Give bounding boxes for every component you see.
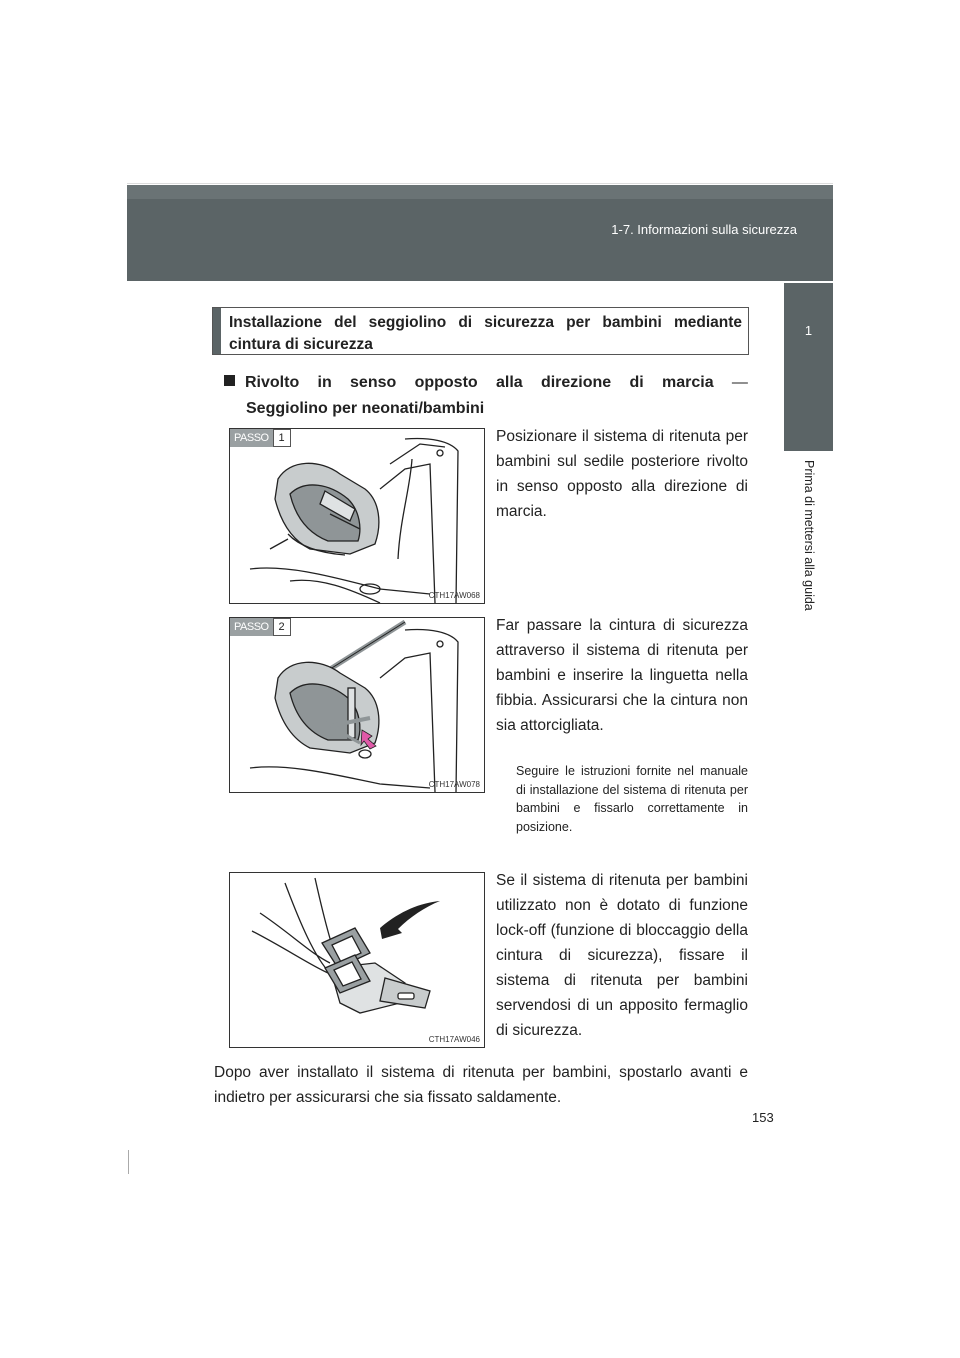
closing-text: Dopo aver installato il sistema di ritenuta per bambini, spostarlo avanti e indietro per assicurarsi che sia fissato saldamente. — [214, 1064, 748, 1106]
subheading-word: in — [317, 374, 332, 391]
subheading-word: marcia — [662, 374, 714, 391]
page-top-rule — [127, 183, 833, 184]
subheading-word: direzione — [540, 374, 612, 391]
subheading — [224, 370, 748, 422]
figure-code: CTH17AW078 — [428, 780, 480, 789]
step-2-figure — [229, 617, 485, 793]
page-number: 153 — [752, 1110, 774, 1125]
step-1-text: Posizionare il sistema di ritenuta per bambini sul sedile posteriore rivolto in senso opposto alla direzione di marcia. — [496, 428, 748, 520]
seat-belt-routing-illustration — [230, 618, 484, 792]
step-1-figure — [229, 428, 485, 604]
section-box-title — [212, 307, 749, 355]
figure-code: CTH17AW046 — [428, 1035, 480, 1044]
subheading-dash: — — [731, 374, 748, 391]
lockoff-text: Se il sistema di ritenuta per bambini utilizzato non è dotato di funzione lock-off (funzione di bloccaggio della cintura di sicurezza), fissare il sistema di ritenuta per bambini servendosi di un apposito fermaglio di sicurezza. — [496, 872, 748, 1039]
lockoff-clip-figure — [229, 872, 485, 1048]
child-seat-rear-facing-illustration — [230, 429, 484, 603]
step-badge-number: 2 — [273, 618, 291, 636]
header-band — [127, 185, 833, 281]
title-accent-bar — [213, 308, 221, 354]
header-highlight — [127, 185, 833, 199]
locking-clip-illustration — [230, 873, 484, 1047]
chapter-label: Prima di mettersi alla guida — [802, 460, 816, 611]
step-badge-number: 1 — [273, 429, 291, 447]
step-1-badge — [230, 429, 291, 447]
subheading-line-1 — [224, 370, 748, 396]
subheading-word: Rivolto — [224, 370, 299, 396]
step-2-text: Far passare la cintura di sicurezza attraverso il sistema di ritenuta per bambini e inserire la linguetta nella fibbia. Assicurarsi che la cintura non sia attorcigliata. — [496, 617, 748, 734]
subheading-word: di — [629, 374, 644, 391]
section-heading: Installazione del seggiolino di sicurezza per bambini mediante cintura di sicurezza — [229, 314, 742, 353]
figure-code: CTH17AW068 — [428, 591, 480, 600]
subheading-word: opposto — [414, 374, 478, 391]
section-title: 1-7. Informazioni sulla sicurezza — [611, 222, 797, 237]
step-2-badge — [230, 618, 291, 636]
subheading-word: alla — [495, 374, 523, 391]
pointer-arrow-icon — [380, 901, 440, 939]
step-badge-word: PASSO — [230, 618, 273, 636]
chapter-tab[interactable] — [784, 283, 833, 451]
subheading-word: senso — [350, 374, 397, 391]
chapter-number: 1 — [804, 323, 813, 338]
bullet-square-icon — [224, 375, 235, 386]
step-badge-word: PASSO — [230, 429, 273, 447]
step-2-note: Seguire le istruzioni fornite nel manuale di installazione del sistema di ritenuta per bambini e fissarlo correttamente in posizione. — [516, 764, 748, 834]
subheading-line-2: Seggiolino per neonati/bambini — [246, 400, 485, 417]
margin-mark — [128, 1150, 129, 1174]
